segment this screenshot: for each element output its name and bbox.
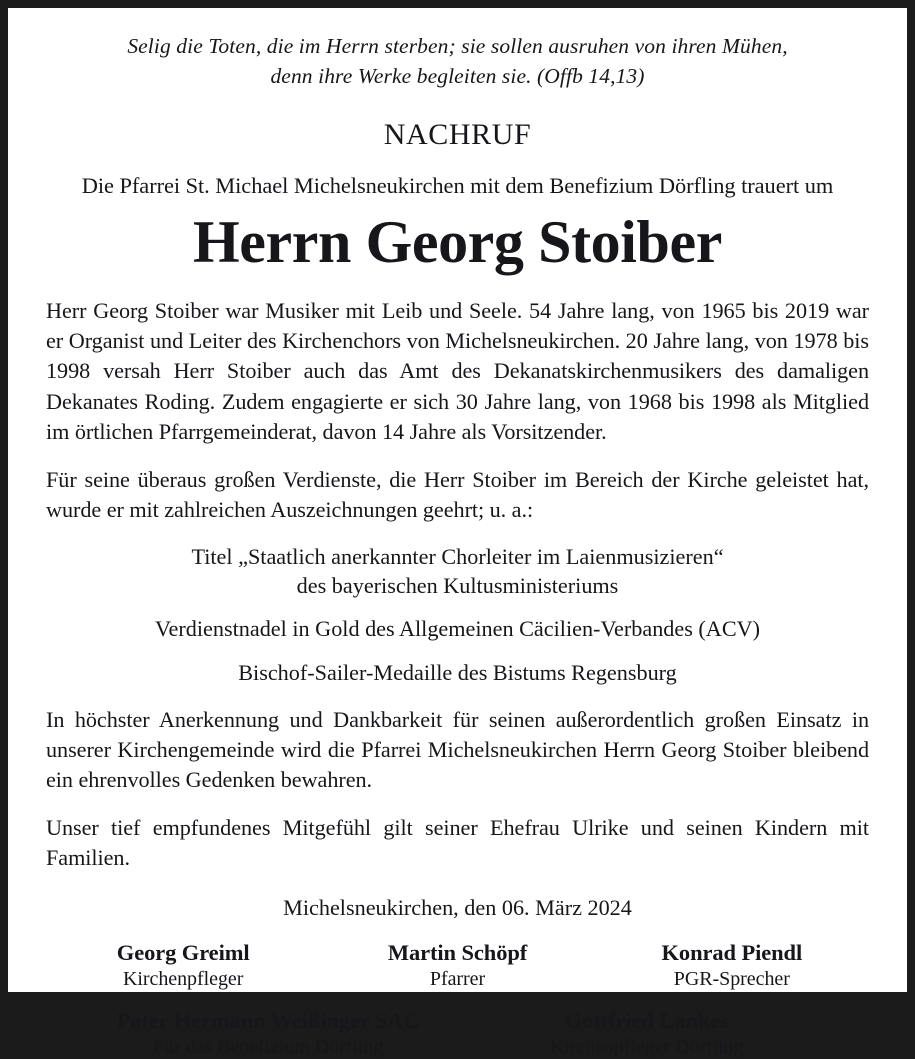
parish-line: Die Pfarrei St. Michael Michelsneukirchen mit dem Benefizium Dörfling trauert um: [81, 173, 834, 199]
awards-list: [46, 542, 869, 687]
signatory-name: Gottfried Lankes: [564, 1008, 729, 1034]
signatory: [320, 940, 594, 991]
body-paragraph-1: Herr Georg Stoiber war Musiker mit Leib und Seele. 54 Jahre lang, von 1965 bis 2019 war er Organist und Leiter des Kirchenchors von Michelsneukirchen. 20 Jahre lang, von 1978 bis 1998 versah Herr Stoiber auch das Amt des Dekanatskirchenmusikers des damaligen Dekanates Roding. Zudem engagierte er sich 30 Jahre lang, von 1968 bis 1998 als Mitglied im örtlichen Pfarrgemeinderat, davon 14 Jahre als Vorsitzender.: [46, 298, 869, 444]
award-item: [46, 658, 869, 687]
epigraph-line-1: Selig die Toten, die im Herrn sterben; sie sollen ausruhen von ihren Mühen,: [127, 34, 788, 58]
signatory: [595, 940, 869, 991]
signature-row-1: [46, 940, 869, 991]
signatory: [79, 1008, 458, 1059]
notice-inner-frame: [8, 8, 907, 1059]
body-paragraph-4: Unser tief empfundenes Mitgefühl gilt seiner Ehefrau Ulrike und seinen Kindern mit Familien.: [46, 815, 869, 871]
signatory-name: Martin Schöpf: [387, 940, 528, 966]
deceased-name: Herrn Georg Stoiber: [193, 209, 722, 276]
signature-row-2: [46, 1008, 869, 1059]
signatory-name: Georg Greiml: [116, 940, 250, 966]
signatory-role: Pfarrer: [429, 968, 486, 991]
award-item: [46, 614, 869, 643]
epigraph-quote: [70, 32, 845, 91]
page-title: NACHRUF: [383, 118, 532, 152]
award-title: Verdienstnadel in Gold des Allgemeinen Cäcilien-Verbandes (ACV): [154, 616, 761, 642]
epigraph-line-2: denn ihre Werke begleiten sie. (Offb 14,13): [270, 63, 645, 88]
award-title: Bischof-Sailer-Medaille des Bistums Regensburg: [238, 659, 677, 685]
signatory-name: Konrad Piendl: [661, 940, 803, 966]
signatory-role: PGR-Sprecher: [673, 968, 790, 991]
signatory-role: Kirchenpfleger: [122, 968, 244, 991]
signatory-name: Pater Hermann Weißinger SAC: [116, 1008, 420, 1034]
signatory-role: Für das Benefizium Dörfling: [153, 1036, 384, 1059]
body-paragraph-3: In höchster Anerkennung und Dankbarkeit für seinen außerordentlich großen Einsatz in unserer Kirchengemeinde wird die Pfarrei Michelsneukirchen Herrn Georg Stoiber bleibend ein ehrenvolles Gedenken bewahren.: [46, 707, 869, 793]
award-title: Titel „Staatlich anerkannter Chorleiter im Laienmusizieren“: [191, 543, 724, 569]
signatory-role: Kirchenpfleger Dörfling: [549, 1036, 744, 1059]
award-item: [46, 542, 869, 601]
body-paragraph-2: Für seine überaus großen Verdienste, die Herr Stoiber im Bereich der Kirche geleistet hat, wurde er mit zahlreichen Auszeichnungen geehrt; u. a.:: [46, 466, 869, 522]
award-subtitle: des bayerischen Kultusministeriums: [296, 573, 619, 599]
dateline: Michelsneukirchen, den 06. März 2024: [283, 895, 632, 921]
signatory: [458, 1008, 837, 1059]
signatory: [46, 940, 320, 991]
